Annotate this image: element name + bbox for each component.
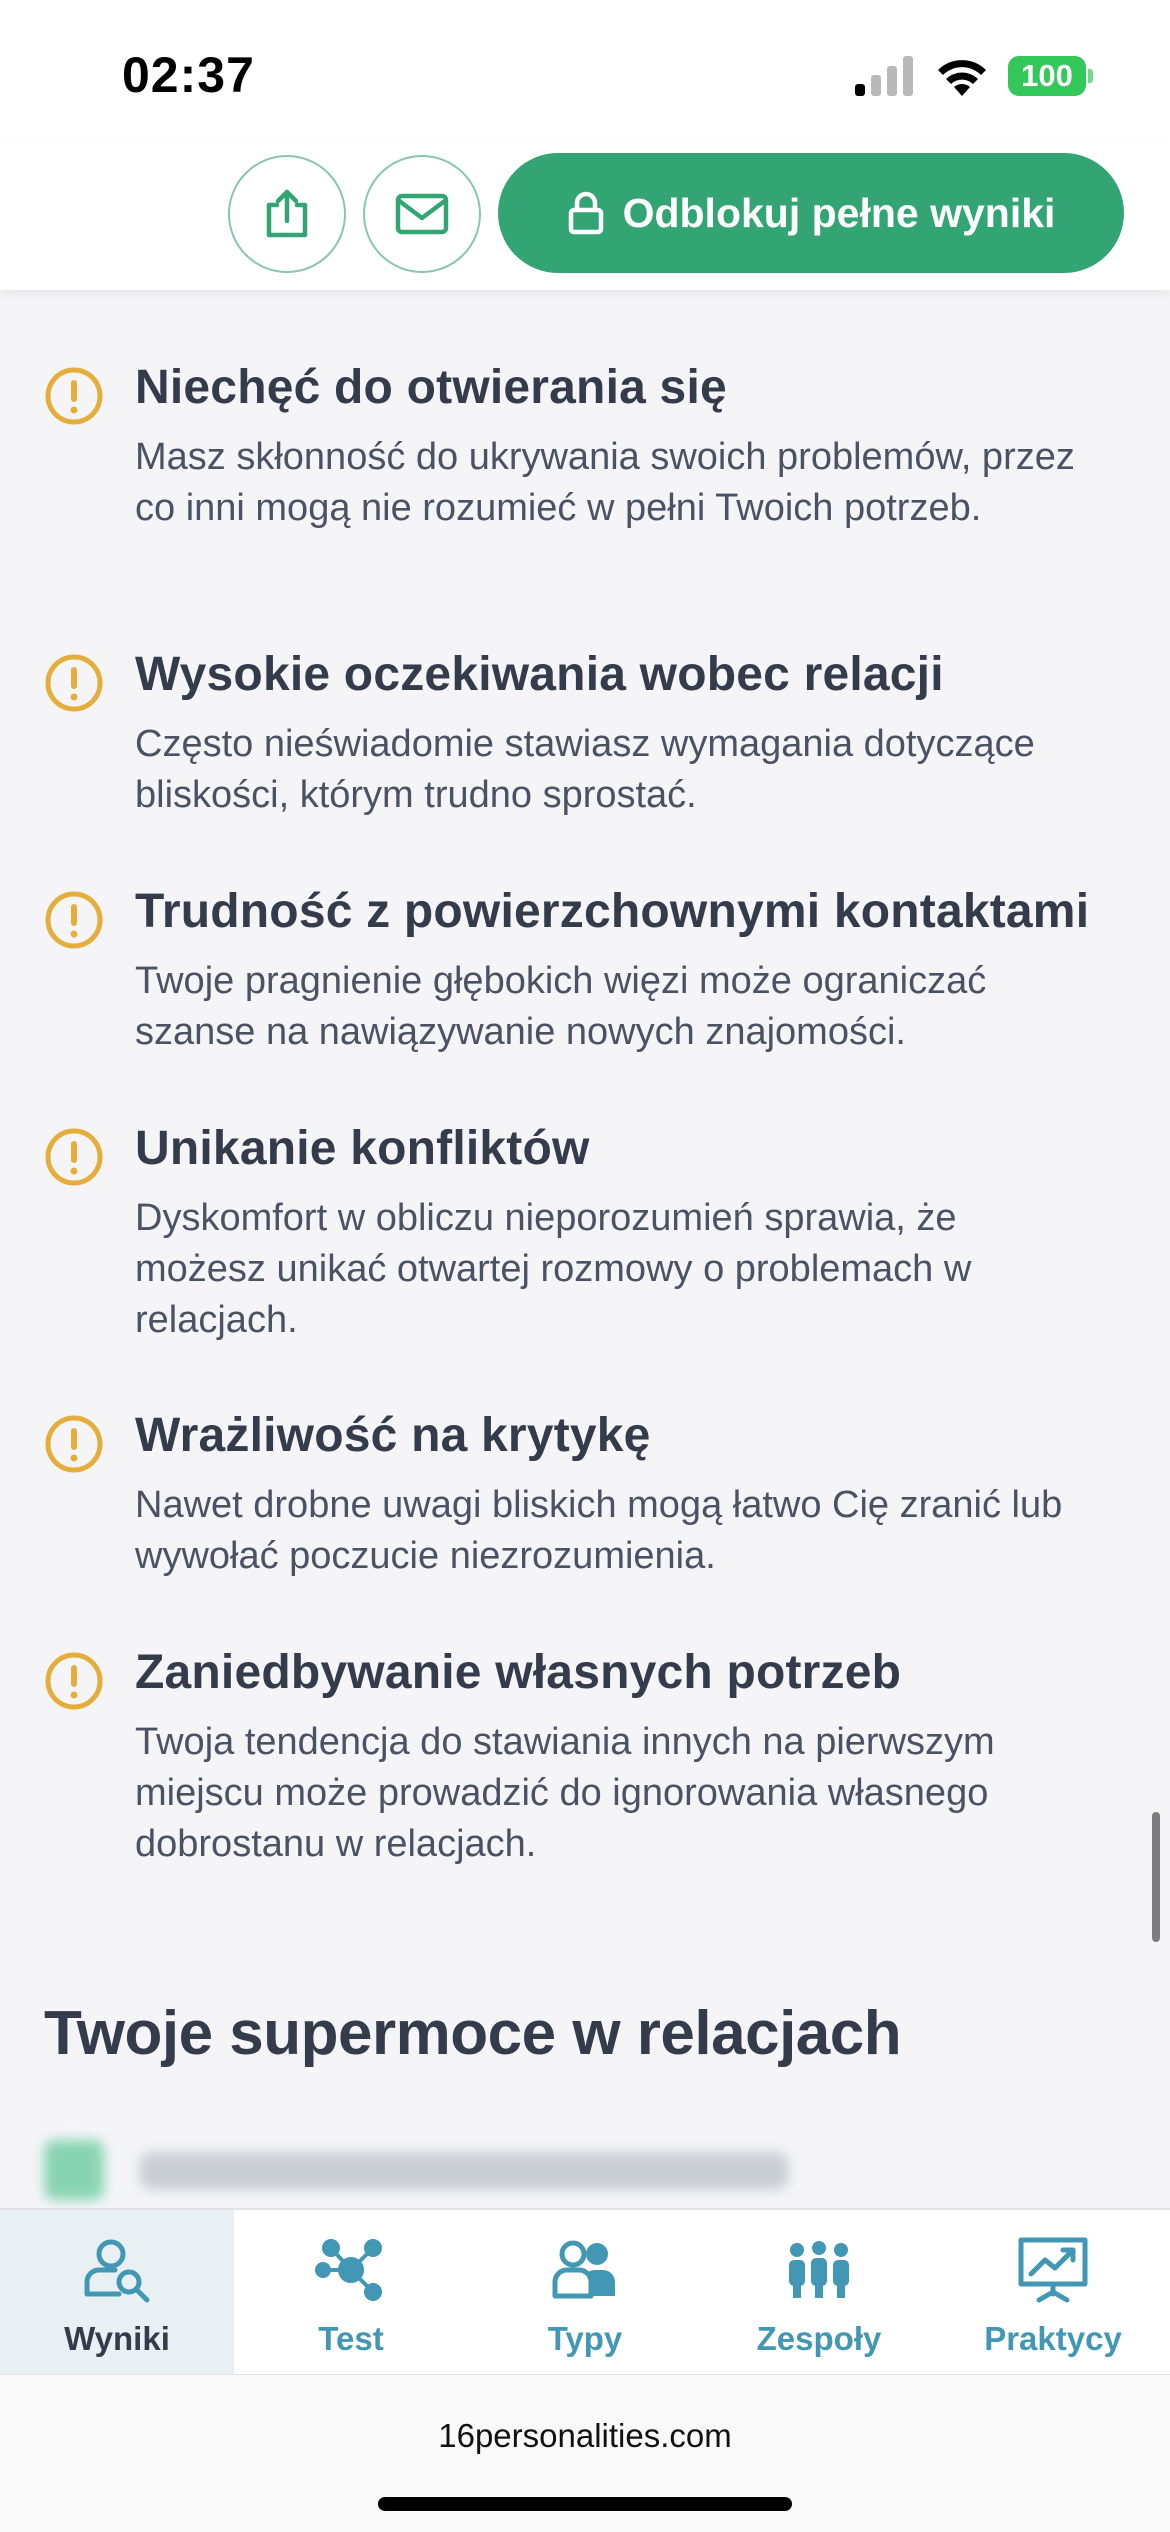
item-description: Dyskomfort w obliczu nieporozumień sprawia, że możesz unikać otwartej rozmowy o problemach w relacjach. (135, 1197, 972, 1341)
nav-label: Typy (547, 2320, 623, 2357)
results-icon (81, 2236, 153, 2304)
item-title: Wrażliwość na krytykę (135, 1409, 651, 1462)
nav-item-results[interactable] (0, 2210, 234, 2374)
nav-item-teams[interactable] (702, 2210, 936, 2374)
status-time: 02:37 (122, 47, 255, 103)
battery-indicator (1008, 56, 1092, 96)
share-button[interactable] (228, 155, 346, 273)
warning-icon (44, 1651, 104, 1711)
nav-item-practitioners[interactable] (936, 2210, 1170, 2374)
nav-item-test[interactable] (234, 2210, 468, 2374)
share-icon (260, 187, 314, 241)
item-title: Unikanie konfliktów (135, 1122, 590, 1175)
nav-item-types[interactable] (468, 2210, 702, 2374)
superpowers-section-title: Twoje supermoce w relacjach (44, 1999, 902, 2068)
wifi-icon (935, 52, 989, 96)
teams-icon (783, 2236, 855, 2304)
results-action-bar (0, 140, 1170, 290)
item-description: Twoja tendencja do stawiania innych na pierwszym miejscu może prowadzić do ignorowania własnego dobrostanu w relacjach. (135, 1721, 995, 1865)
nav-label: Zespoły (756, 2320, 882, 2357)
warning-icon (44, 366, 104, 426)
scrollbar[interactable] (1152, 1812, 1160, 1942)
item-title: Niechęć do otwierania się (135, 361, 727, 414)
lock-icon (567, 191, 605, 235)
item-description: Nawet drobne uwagi bliskich mogą łatwo Cię zranić lub wywołać poczucie niezrozumienia. (135, 1484, 1063, 1577)
email-button[interactable] (363, 155, 481, 273)
practitioners-icon (1017, 2236, 1089, 2304)
item-description: Masz skłonność do ukrywania swoich problemów, przez co inni mogą nie rozumieć w pełni Twoich potrzeb. (135, 436, 1075, 529)
nav-label: Wyniki (64, 2320, 170, 2357)
nav-label: Test (318, 2320, 384, 2357)
status-bar (0, 0, 1170, 140)
battery-level: 100 (1021, 58, 1073, 93)
cellular-signal-icon (855, 56, 915, 96)
warning-icon (44, 653, 104, 713)
item-description: Często nieświadomie stawiasz wymagania dotyczące bliskości, którym trudno sprostać. (135, 723, 1035, 816)
nav-label: Praktycy (984, 2320, 1122, 2357)
url-text[interactable]: 16personalities.com (438, 2417, 732, 2454)
home-indicator[interactable] (378, 2497, 792, 2511)
item-title: Trudność z powierzchownymi kontaktami (135, 885, 1090, 938)
unlock-button-label: Odblokuj pełne wyniki (622, 189, 1056, 236)
item-title: Wysokie oczekiwania wobec relacji (135, 648, 944, 701)
warning-icon (44, 1414, 104, 1474)
item-description: Twoje pragnienie głębokich więzi może ograniczać szanse na nawiązywanie nowych znajomości. (135, 960, 987, 1053)
mail-icon (394, 192, 450, 236)
browser-url-bar[interactable] (0, 2374, 1170, 2532)
locked-blurred-content (44, 2140, 804, 2200)
test-icon (315, 2236, 387, 2304)
warning-icon (44, 890, 104, 950)
warning-icon (44, 1127, 104, 1187)
bottom-navigation (0, 2208, 1170, 2374)
types-icon (549, 2236, 621, 2304)
item-title: Zaniedbywanie własnych potrzeb (135, 1646, 902, 1699)
unlock-full-results-button[interactable] (498, 153, 1124, 273)
